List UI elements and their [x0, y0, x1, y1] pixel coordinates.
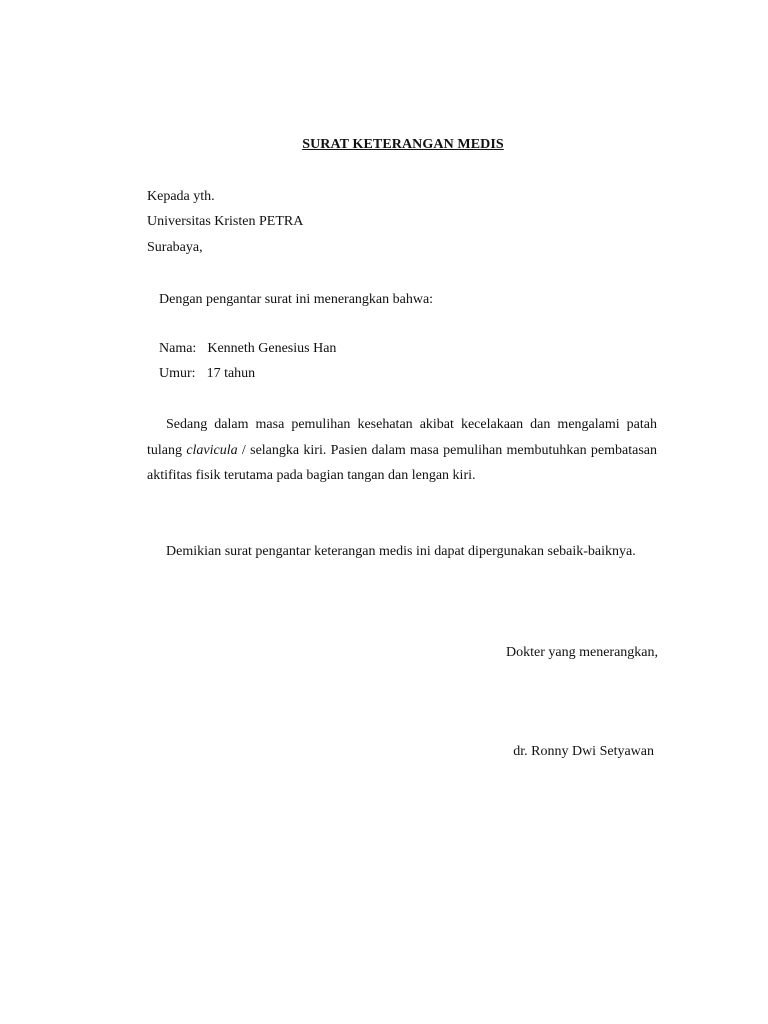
condition-text-end: / selangka kiri. Pasien dalam masa pemulihan membutuhkan pembatasan aktifitas fisik terutama pada bagian tangan dan lengan kiri.: [147, 442, 657, 484]
recipient-salutation: Kepada yth.: [147, 189, 215, 204]
medical-condition-paragraph: [147, 412, 657, 489]
document-title: SURAT KETERANGAN MEDIS: [302, 137, 504, 152]
patient-name-label: Nama:: [159, 341, 197, 356]
signature-closing: Dokter yang menerangkan,: [506, 645, 658, 660]
patient-name-row: [159, 341, 336, 357]
recipient-institution: Universitas Kristen PETRA: [147, 214, 304, 229]
condition-medical-term: clavicula: [186, 442, 238, 458]
patient-age-row: [159, 366, 255, 382]
patient-name-value: Kenneth Genesius Han: [207, 341, 337, 356]
doctor-name: dr. Ronny Dwi Setyawan: [513, 744, 654, 759]
patient-age-label: Umur:: [159, 366, 196, 381]
condition-text-start: Sedang dalam masa pemulihan kesehatan akibat kecelakaan dan mengalami patah tulang: [147, 417, 657, 458]
intro-statement: Dengan pengantar surat ini menerangkan bahwa:: [159, 292, 434, 307]
recipient-city: Surabaya,: [147, 240, 203, 255]
closing-paragraph: Demikian surat pengantar keterangan medis ini dapat dipergunakan sebaik-baiknya.: [166, 544, 636, 559]
patient-age-value: 17 tahun: [206, 366, 256, 381]
